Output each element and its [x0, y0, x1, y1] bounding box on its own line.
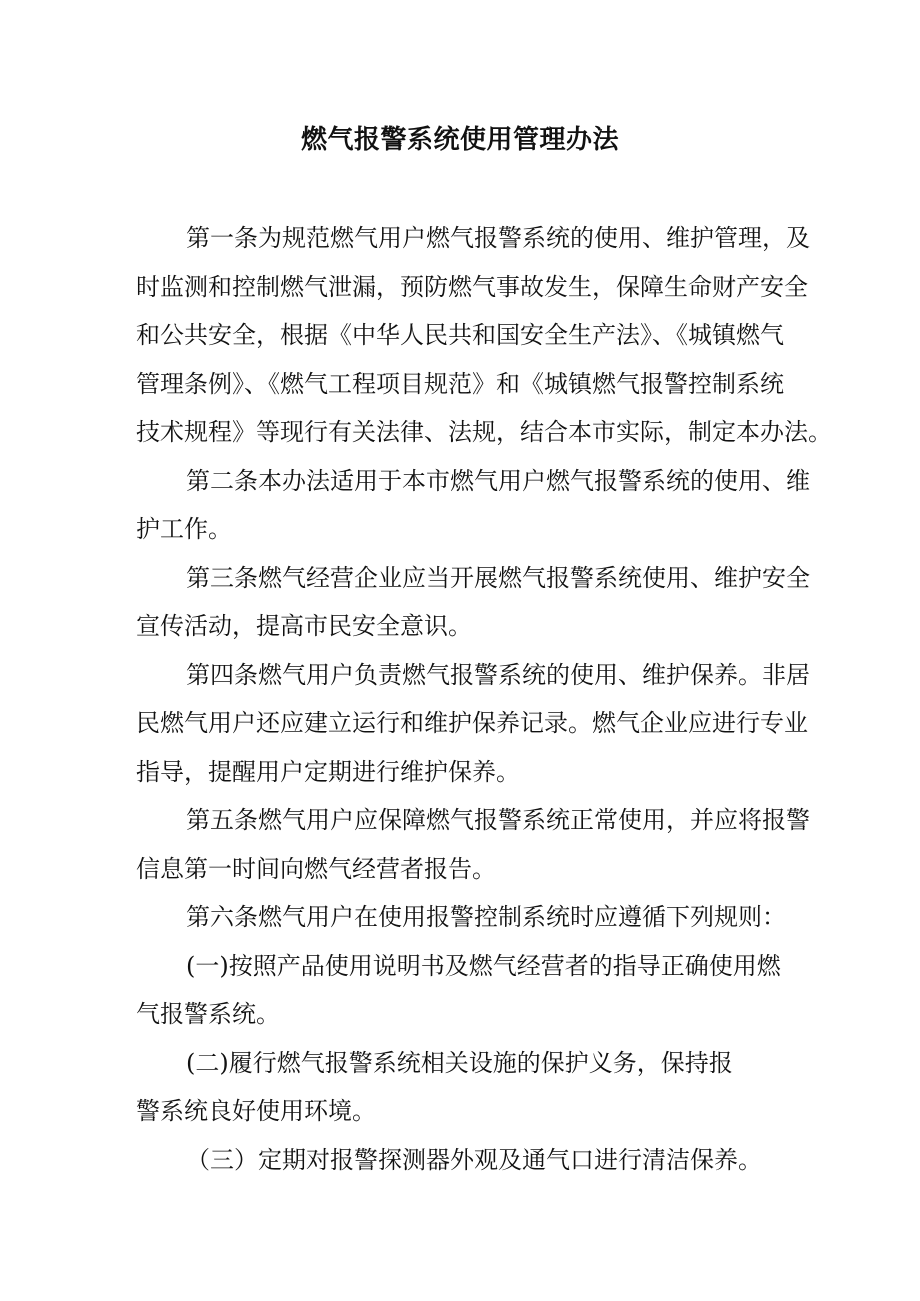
article-6-line-1: 第六条燃气用户在使用报警控制系统时应遵循下列规则：: [186, 903, 786, 931]
article-3-line-2: 宣传活动，提高市民安全意识。: [136, 612, 472, 640]
article-4-line-3: 指导，提醒用户定期进行维护保养。: [136, 757, 520, 786]
article-3-line-1: 第三条燃气经营企业应当开展燃气报警系统使用、维护安全: [186, 563, 810, 592]
article-5-line-2: 信息第一时间向燃气经营者报告。: [136, 854, 496, 883]
article-1-line-1: 第一条为规范燃气用户燃气报警系统的使用、维护管理，及: [186, 224, 810, 252]
clause-2-line-2: 警系统良好使用环境。: [136, 1097, 376, 1125]
article-4-line-1: 第四条燃气用户负责燃气报警系统的使用、维护保养。非居: [186, 660, 810, 689]
clause-2-line-1: (二)履行燃气报警系统相关设施的保护义务，保持报: [186, 1048, 733, 1077]
article-5-line-1: 第五条燃气用户应保障燃气报警系统正常使用，并应将报警: [186, 806, 810, 834]
article-1-line-2: 时监测和控制燃气泄漏，预防燃气事故发生，保障生命财产安全: [136, 272, 808, 301]
clause-3-line-1: （三）定期对报警探测器外观及通气口进行清洁保养。: [186, 1145, 762, 1174]
article-4-line-2: 民燃气用户还应建立运行和维护保养记录。燃气企业应进行专业: [136, 709, 808, 737]
document-body: [136, 214, 832, 1184]
article-2-line-2: 护工作。: [136, 515, 232, 543]
document-title: 燃气报警系统使用管理办法: [300, 125, 619, 155]
article-1-line-5: 技术规程》等现行有关法律、法规，结合本市实际，制定本办法。: [136, 418, 832, 446]
article-1-line-3: 和公共安全，根据《中华人民共和国安全生产法》、《城镇燃气: [136, 321, 784, 349]
clause-1-line-1: (一)按照产品使用说明书及燃气经营者的指导正确使用燃: [186, 951, 781, 980]
clause-1-line-2: 气报警系统。: [136, 1000, 280, 1028]
article-2-line-1: 第二条本办法适用于本市燃气用户燃气报警系统的使用、维: [186, 466, 810, 495]
article-1-line-4: 管理条例》、《燃气工程项目规范》和《城镇燃气报警控制系统: [136, 369, 784, 398]
